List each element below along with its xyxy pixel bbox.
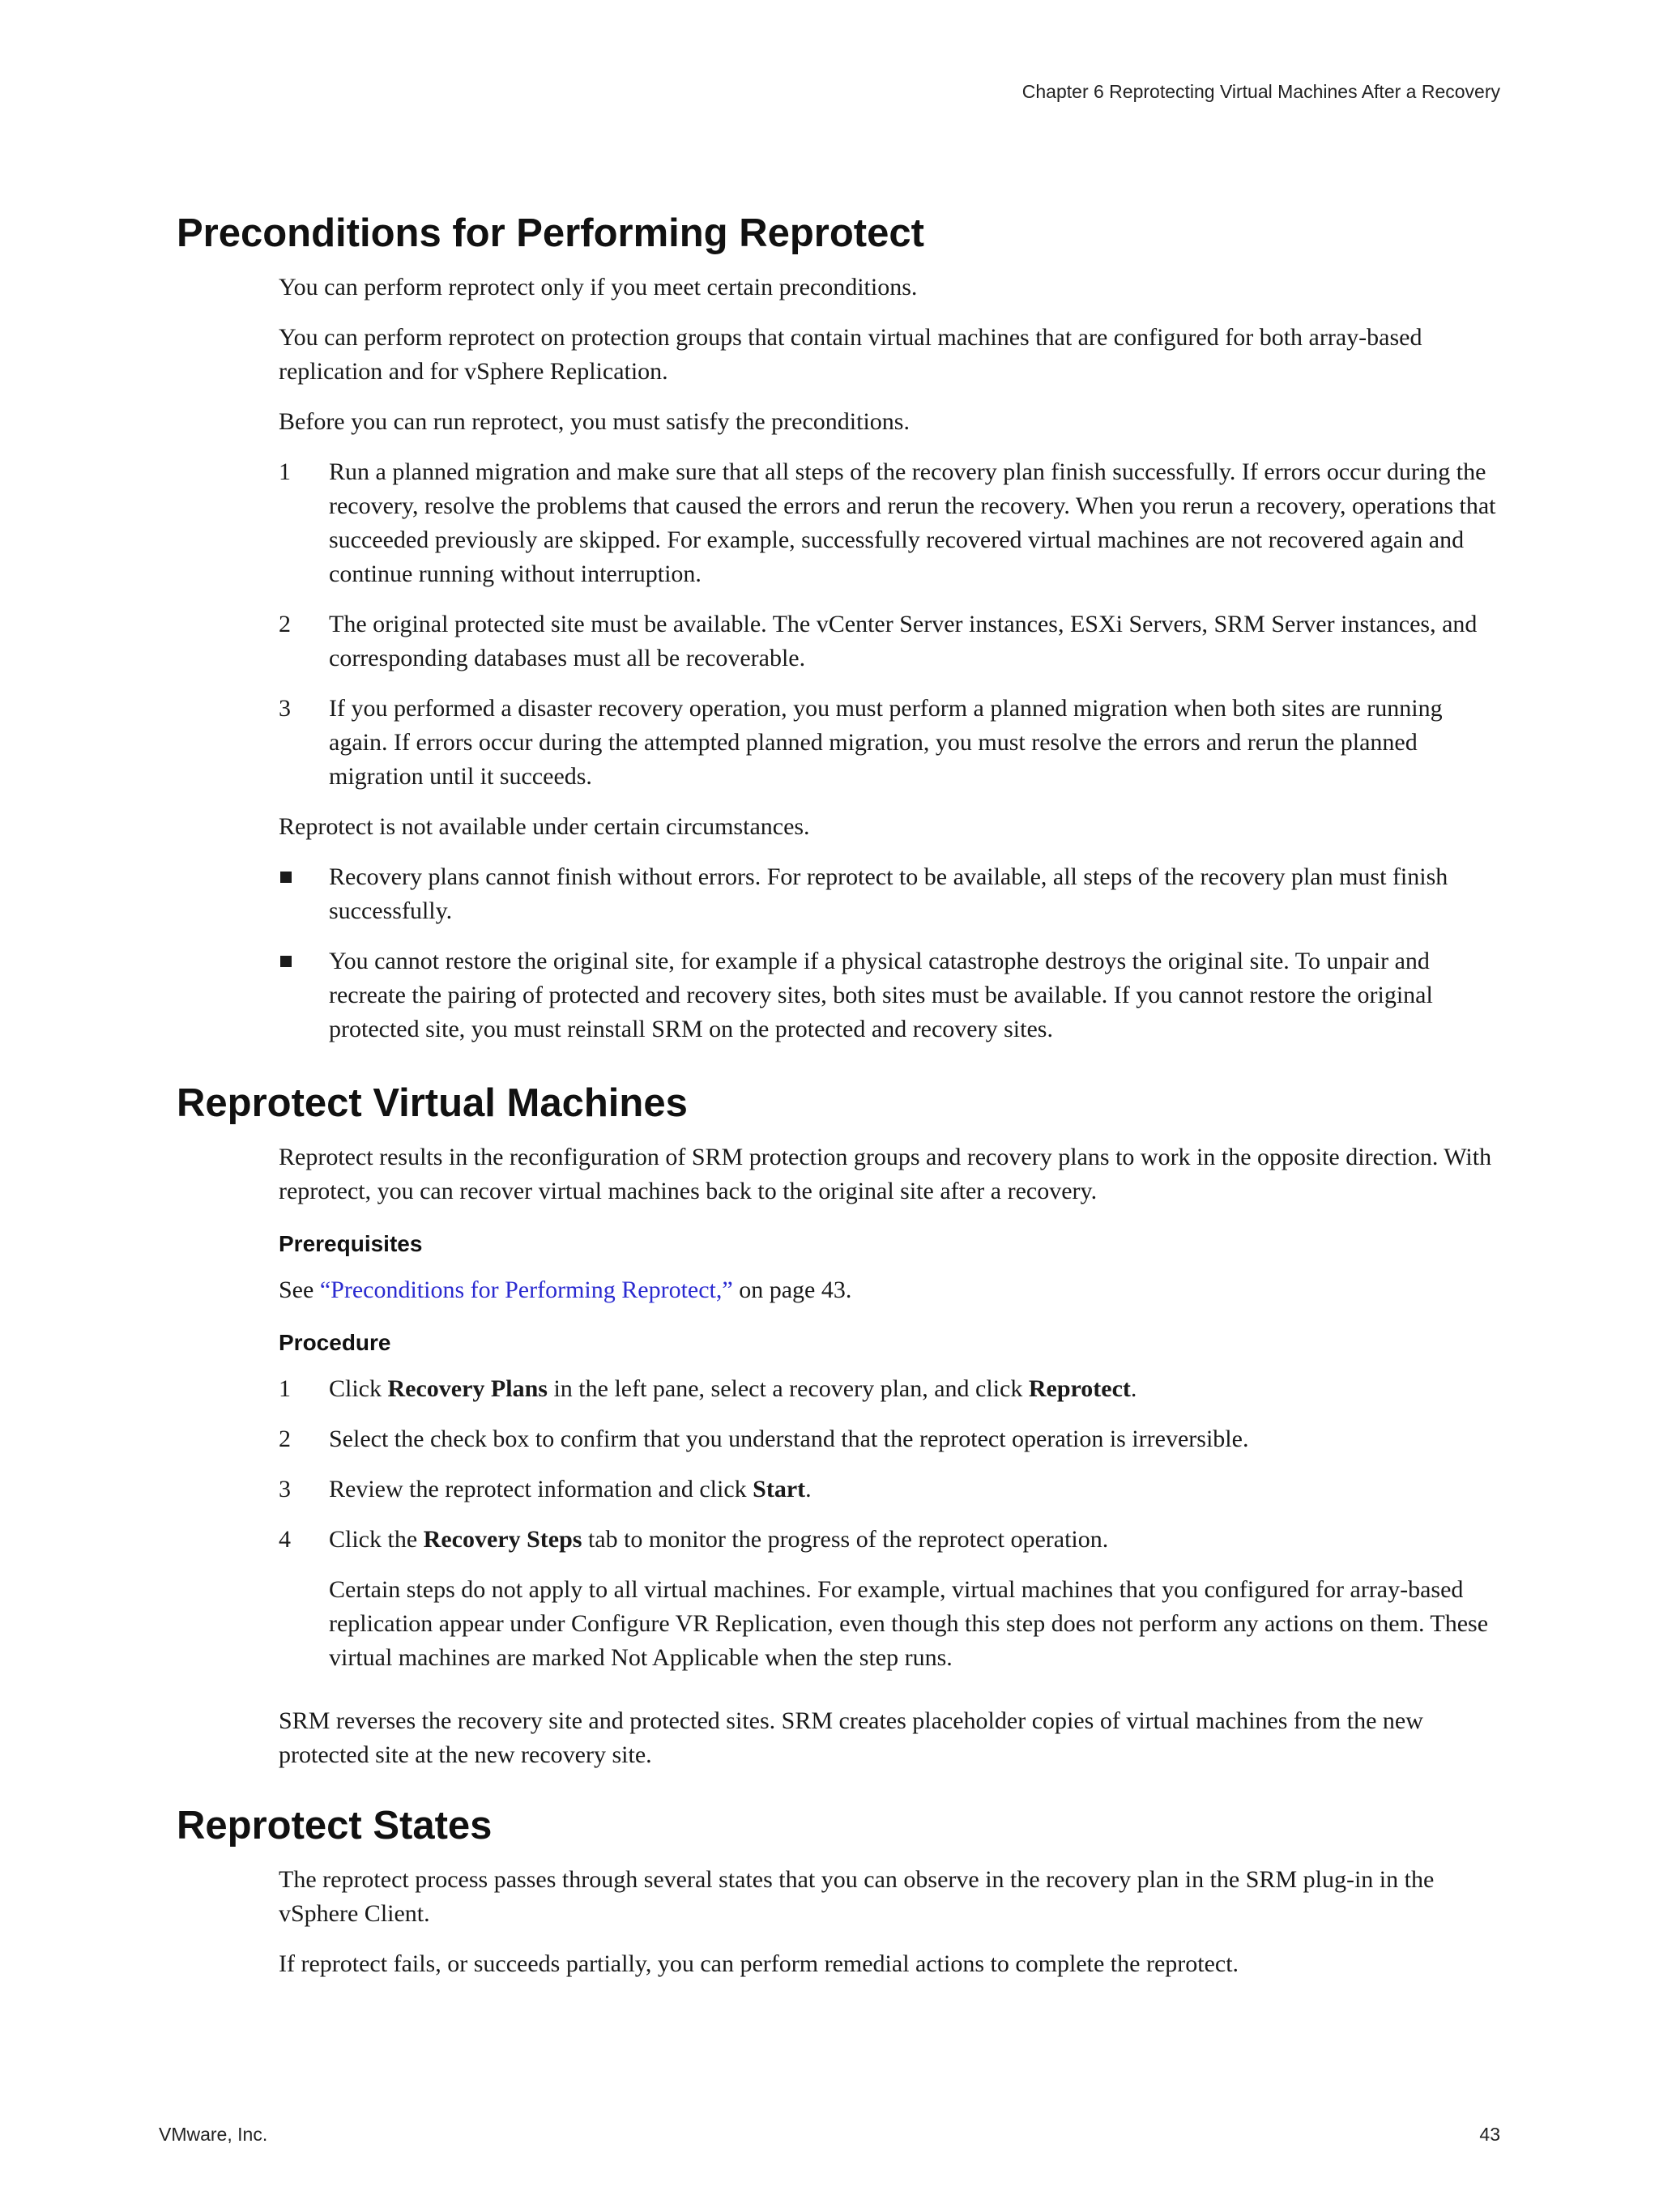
ui-term: Start (753, 1475, 806, 1502)
paragraph: You can perform reprotect on protection groups that contain virtual machines that are configured for both array-based replication and for vSphere Replication. (279, 323, 1422, 385)
step-text: If you performed a disaster recovery operation, you must perform a planned migration when both sites are running again. If errors occur during the attempted planned migration, you must resolve the errors and rerun the planned migration until it succeeds. (329, 694, 1443, 790)
list-item (279, 692, 1499, 794)
list-item (279, 1473, 1499, 1507)
paragraph: Reprotect results in the reconfiguration of SRM protection groups and recovery plans to work in the opposite direction. With reprotect, you can recover virtual machines back to the original site after a recovery. (279, 1143, 1492, 1204)
ui-term: Recovery Steps (423, 1525, 582, 1553)
ui-term: Reprotect (1028, 1375, 1131, 1402)
preconditions-link[interactable]: “Preconditions for Performing Reprotect,” (319, 1276, 733, 1303)
see-prefix: See (279, 1276, 320, 1303)
step-number: 3 (279, 694, 291, 722)
result-paragraph: SRM reverses the recovery site and protected sites. SRM creates placeholder copies of virtual machines from the new protected site at the new recovery site. (279, 1707, 1423, 1768)
paragraph: The reprotect process passes through several states that you can observe in the recovery plan in the SRM plug-in in the vSphere Client. (279, 1865, 1435, 1927)
ui-term: Recovery Plans (387, 1375, 548, 1402)
step-number: 1 (279, 458, 291, 485)
section-body-reprotect-vms (279, 1140, 1499, 1772)
section-title-reprotect-states: Reprotect States (177, 1803, 493, 1848)
square-bullet-icon (280, 872, 292, 883)
list-item (279, 1523, 1499, 1675)
page-content (177, 212, 1499, 1997)
step-text: Select the check box to confirm that you understand that the reprotect operation is irreversible. (329, 1425, 1249, 1452)
section-title-reprotect-vms: Reprotect Virtual Machines (177, 1080, 688, 1125)
running-header: Chapter 6 Reprotecting Virtual Machines After a Recovery (1021, 81, 1500, 102)
section-body-preconditions (279, 271, 1499, 1046)
step-text: . (805, 1475, 812, 1502)
see-suffix: on page 43. (732, 1276, 852, 1303)
list-item (279, 455, 1499, 591)
step-text: The original protected site must be available. The vCenter Server instances, ESXi Servers, SRM Server instances, and corresponding databases must all be recoverable. (329, 610, 1478, 671)
step-note: Certain steps do not apply to all virtual machines. For example, virtual machines that you configured for array-based replication appear under Configure VR Replication, even though this step does not perform any actions on them. These virtual machines are marked Not Applicable when the step runs. (329, 1575, 1489, 1671)
bullet-text: Recovery plans cannot finish without errors. For reprotect to be available, all steps of the recovery plan must finish successfully. (329, 863, 1448, 924)
paragraph: Before you can run reprotect, you must satisfy the preconditions. (279, 407, 910, 435)
list-item (279, 1422, 1499, 1456)
step-text: Run a planned migration and make sure that all steps of the recovery plan finish successfully. If errors occur during the recovery, resolve the problems that caused the errors and rerun the recovery. When you rerun a recovery, operations that succeeded previously are skipped. For example, successfully recovered virtual machines are not recovered again and continue running without interruption. (329, 458, 1496, 587)
unavailable-conditions (279, 860, 1499, 1046)
step-text: Click the (329, 1525, 424, 1553)
paragraph: If reprotect fails, or succeeds partially, you can perform remedial actions to complete the reprotect. (279, 1950, 1239, 1977)
step-text: Review the reprotect information and click (329, 1475, 753, 1502)
list-item (279, 944, 1499, 1046)
list-item (279, 1372, 1499, 1406)
procedure-heading: Procedure (279, 1329, 391, 1355)
prerequisites-heading: Prerequisites (279, 1230, 423, 1256)
procedure-steps (279, 1372, 1499, 1675)
step-number: 4 (279, 1525, 291, 1553)
precondition-steps (279, 455, 1499, 794)
see-reference (279, 1273, 1499, 1307)
step-text: Click (329, 1375, 388, 1402)
section-body-reprotect-states (279, 1863, 1499, 1981)
page-number: 43 (1479, 2124, 1500, 2145)
bullet-text: You cannot restore the original site, for example if a physical catastrophe destroys the original site. To unpair and recreate the pairing of protected and recovery sites, both sites must be available. If you cannot restore the original protected site, you must reinstall SRM on the protected and recovery sites. (329, 947, 1433, 1042)
paragraph: Reprotect is not available under certain circumstances. (279, 812, 810, 840)
paragraph: You can perform reprotect only if you meet certain preconditions. (279, 273, 918, 300)
list-item (279, 860, 1499, 928)
step-number: 2 (279, 610, 291, 637)
step-number: 1 (279, 1375, 291, 1402)
step-number: 3 (279, 1475, 291, 1502)
step-text: in the left pane, select a recovery plan, and click (547, 1375, 1029, 1402)
footer-company: VMware, Inc. (159, 2124, 268, 2145)
square-bullet-icon (280, 956, 292, 967)
step-number: 2 (279, 1425, 291, 1452)
list-item (279, 607, 1499, 676)
step-text: . (1130, 1375, 1137, 1402)
section-title-preconditions: Preconditions for Performing Reprotect (177, 211, 924, 255)
step-text: tab to monitor the progress of the reprotect operation. (582, 1525, 1109, 1553)
